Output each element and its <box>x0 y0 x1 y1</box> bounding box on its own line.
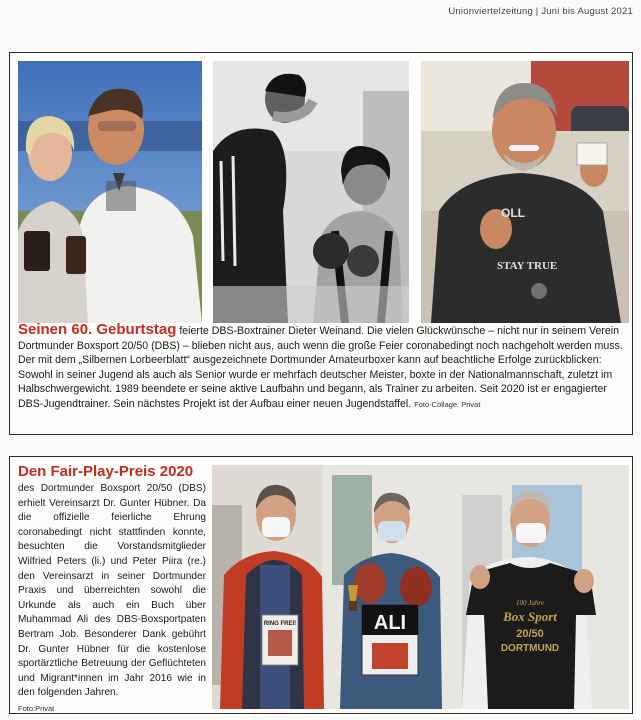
photo-credit-fairplay: Foto:Privat <box>18 703 55 713</box>
article-box-birthday <box>9 52 633 435</box>
shirt-line-3: 20/50 <box>516 628 544 640</box>
photo-award-group <box>212 465 629 709</box>
headline-fairplay: Den Fair-Play-Preis 2020 <box>18 463 194 480</box>
photo-credit-birthday: Foto-Collage: Privat <box>414 399 481 409</box>
photo3-shirt-text-2: STAY TRUE <box>497 260 558 272</box>
photo-boxing-bw <box>213 61 409 323</box>
article-birthday-body: feierte DBS-Boxtrainer Dieter Weinand. Die vielen Glückwünsche – nicht nur in seinem Verein Dortmunder Boxsport 20/50 (DBS) – blieben nicht aus, auch wenn die große Feier coronabedingt noch nachgeholt werden muss. Der mit dem „Silbernen Lorbeerblatt“ ausgezeichnete Dortmunder Amateurboxer kann auf beachtliche Erfolge zurückblicken: Sowohl in seiner Jugend als auch als Senior wurde er mehrfach deutscher Meister, boxte in der Nationalmannschaft, zuletzt im Halbschwergewicht. 1989 beendete er seine aktive Laufbahn und begann, als Trainer zu arbeiten. Seit 2020 ist er engagierter DBS-Jugendtrainer. Sein nächstes Projekt ist der Aufbau einer neuen Jugendstaffel. <box>18 325 623 410</box>
book-title-text: RING FREI! <box>263 621 297 627</box>
article-fairplay-body: des Dortmunder Boxsport 20/50 (DBS) erhielt Vereinsarzt Dr. Gunter Hübner. Da die offizielle feierliche Ehrung coronabedingt nicht stattfinden konnte, besuchten die Vorstandsmitglieder Wilfried Peters (li.) und Peter Piira (re.) den Vereinsarzt in seiner Dortmunder Praxis und überreichten sowohl die Urkunde als auch ein Buch über Muhammad Ali des DBS-Boxsportpaten Bertram Job. Besonderer Dank gebührt Dr. Gunter Hübner für die kostenlose sportärztliche Betreuung der Geflüchteten und Migrant*innen im Jahr 2016 wie in den folgenden Jahren. <box>18 483 206 699</box>
photo-couple <box>18 61 202 323</box>
article-fairplay-text <box>18 462 206 717</box>
shirt-line-4: DORTMUND <box>500 643 560 654</box>
photo3-shirt-text-1: OLL <box>501 206 525 220</box>
article-birthday-text <box>18 323 630 413</box>
poster-text: ALI <box>373 612 407 634</box>
article-box-fairplay <box>9 456 633 714</box>
photo-trainer-portrait <box>421 61 629 323</box>
shirt-line-1: 100 Jahre <box>516 599 544 607</box>
headline-birthday: Seinen 60. Geburtstag <box>18 321 177 338</box>
shirt-line-2: Box Sport <box>503 609 557 624</box>
running-head: Unionviertelzeitung | Juni bis August 2021 <box>448 6 633 17</box>
